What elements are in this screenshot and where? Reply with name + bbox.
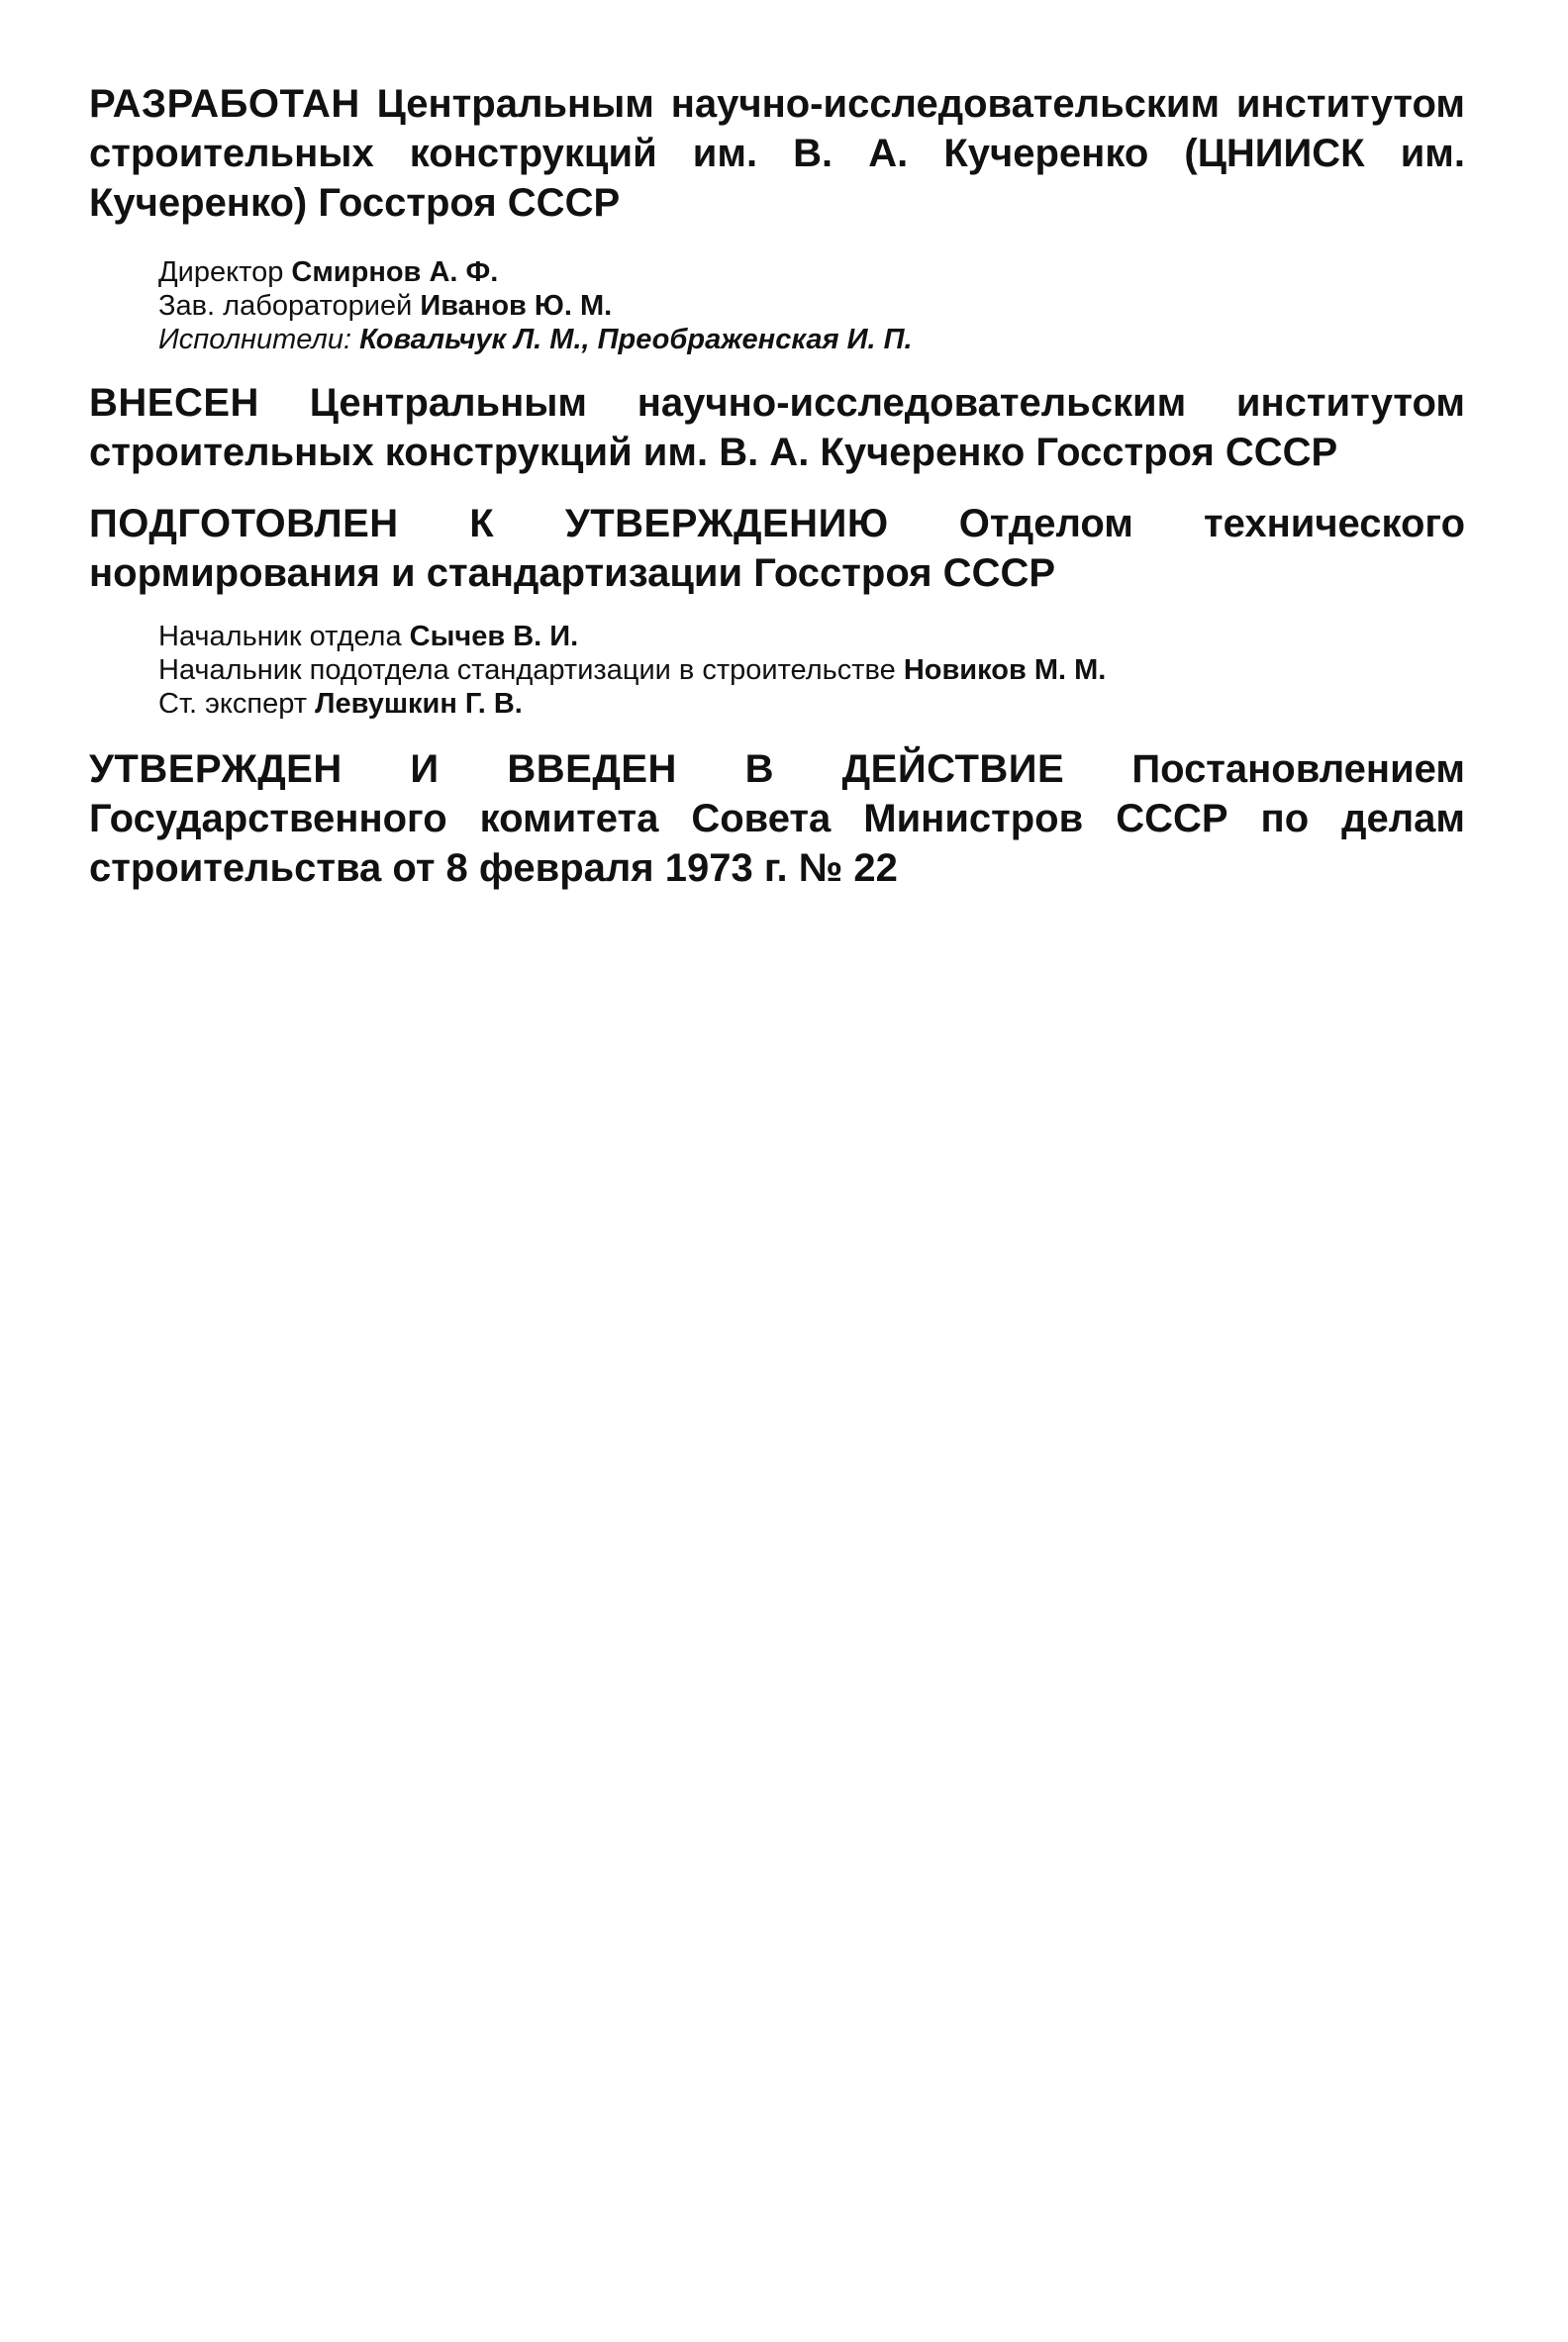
developed-text: Центральным научно-исследовательским институтом строительных конструкций им. В. А. Кучеренко (ЦНИИСК им. Кучеренко) Госстроя СССР — [89, 82, 1465, 225]
person-row — [158, 255, 1465, 289]
introduced-section — [89, 378, 1465, 477]
document-page — [89, 79, 1465, 893]
person-name: Сычев В. И. — [409, 621, 579, 652]
developed-lead: РАЗРАБОТАН — [89, 82, 360, 126]
developed-section — [89, 79, 1465, 228]
person-name: Иванов Ю. М. — [420, 290, 613, 322]
person-row — [158, 323, 1465, 356]
prepared-text: Отделом технического нормирования и стандартизации Госстроя СССР — [89, 502, 1465, 595]
person-role: Ст. эксперт — [158, 688, 308, 720]
person-row — [158, 289, 1465, 323]
person-name: Смирнов А. Ф. — [291, 256, 499, 288]
person-role: Исполнители: — [158, 324, 351, 355]
approved-section — [89, 744, 1465, 893]
introduced-text: Центральным научно-исследовательским институтом строительных конструкций им. В. А. Кучеренко Госстроя СССР — [89, 381, 1465, 474]
person-name: Левушкин Г. В. — [315, 688, 523, 720]
person-role: Начальник подотдела стандартизации в строительстве — [158, 654, 896, 686]
person-role: Директор — [158, 256, 284, 288]
approved-lead: УТВЕРЖДЕН И ВВЕДЕН В ДЕЙСТВИЕ — [89, 747, 1065, 791]
person-name: Новиков М. М. — [903, 654, 1107, 686]
prepared-lead: ПОДГОТОВЛЕН К УТВЕРЖДЕНИЮ — [89, 502, 889, 545]
approved-text: Постановлением Государственного комитета Совета Министров СССР по делам строительства от 8 февраля 1973 г. № 22 — [89, 747, 1465, 890]
developed-people — [89, 255, 1465, 356]
person-role: Начальник отдела — [158, 621, 402, 652]
person-row — [158, 687, 1465, 721]
person-role: Зав. лабораторией — [158, 290, 413, 322]
prepared-people — [89, 620, 1465, 721]
introduced-lead: ВНЕСЕН — [89, 381, 259, 425]
person-name: Ковальчук Л. М., Преображенская И. П. — [359, 324, 913, 355]
prepared-section — [89, 499, 1465, 598]
person-row — [158, 620, 1465, 653]
person-row — [158, 653, 1465, 687]
